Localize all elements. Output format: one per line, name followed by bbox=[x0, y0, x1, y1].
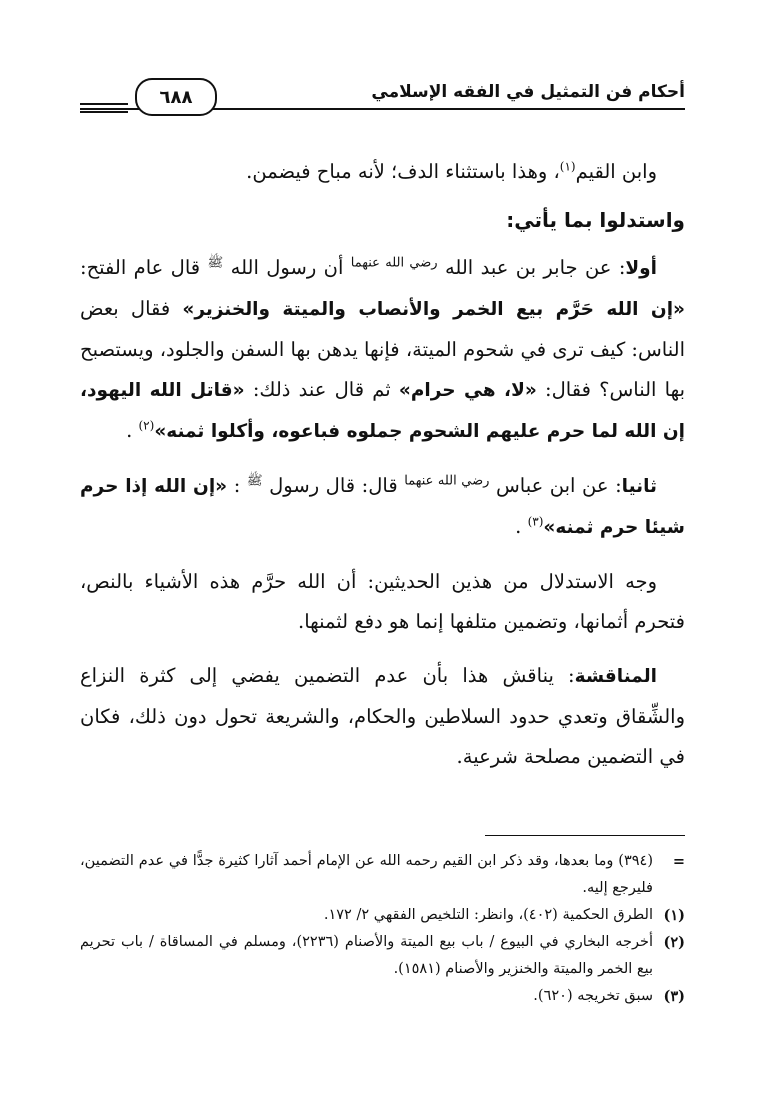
footnote-item bbox=[80, 983, 685, 1010]
footnote-item bbox=[80, 902, 685, 929]
footnote-number: (١) bbox=[663, 907, 685, 924]
main-text bbox=[80, 152, 685, 777]
footnote-ref-1: (١) bbox=[559, 159, 576, 174]
honorific-symbol: رضي الله عنهما bbox=[350, 255, 438, 271]
footnote-ref-3: (٣) bbox=[527, 514, 544, 529]
footnote-text: (٣٩٤) وما بعدها، وقد ذكر ابن القيم رحمه الله عن الإمام أحمد آثارا كثيرة جدًّا في عدم التضمين، فليرجع إليه. bbox=[80, 853, 653, 896]
label-discussion: المناقشة bbox=[574, 666, 657, 687]
label-second: ثانيا bbox=[621, 476, 657, 497]
paragraph-discussion: المناقشة: يناقش هذا بأن عدم التضمين يفضي إلى كثرة النزاع والشِّقاق وتعدي حدود السلاطين والحكام، والشريعة تحول دون ذلك، فكان في التضمين مصلحة شرعية. bbox=[80, 664, 685, 768]
hadith-quote: «لا، هي حرام» bbox=[398, 380, 537, 401]
paragraph-first-evidence: أولا: عن جابر بن عبد الله $^{رضي الله عنهما}$ أن رسول الله $^ﷺ$ قال عام الفتح: «إن الله حَرَّم بيع الخمر والأنصاب والميتة والخنزير» فقال بعض الناس: كيف ترى في شحوم الميتة، فإنها يدهن بها السفن والجلود، ويستصبح بها الناس؟ فقال: «لا، هي حرام» ثم قال عند ذلك: «قاتل الله اليهود، إن الله لما حرم عليهم الشحوم جملوه فباعوه، وأكلوا ثمنه»$^{(٢)}$ . bbox=[80, 255, 686, 442]
paragraph-second-evidence: ثانيا: عن ابن عباس $^{رضي الله عنهما}$ قال: قال رسول $^ﷺ$ : «إن الله إذا حرم شيئا حرم ثمنه»$^{(٣)}$ . bbox=[80, 473, 685, 538]
paragraph-inference: وجه الاستدلال من هذين الحديثين: أن الله حرَّم هذه الأشياء بالنص، فتحرم أثمانها، وتضمين متلفها إنما هو دفع لثمنها. bbox=[80, 570, 685, 633]
footnote-number: = bbox=[672, 853, 685, 870]
footnote-text: الطرق الحكمية (٤٠٢)، وانظر: التلخيص الفقهي ٢/ ١٧٢. bbox=[323, 907, 653, 923]
footnote-text: سبق تخريجه (٦٢٠). bbox=[533, 988, 653, 1004]
paragraph-intro: وابن القيم$^{(١)}$، وهذا باستثناء الدف؛ لأنه مباح فيضمن. bbox=[246, 159, 657, 183]
header-double-rule bbox=[80, 103, 128, 113]
book-title: أحكام فن التمثيل في الفقه الإسلامي bbox=[371, 82, 685, 102]
footnote-text: أخرجه البخاري في البيوع / باب بيع الميتة والأصنام (٢٢٣٦)، ومسلم في المساقاة / باب تحريم بيع الخمر والميتة والخنزير والأصنام (١٥٨١). bbox=[80, 934, 653, 977]
footnote-ref-2: (٢) bbox=[138, 418, 155, 433]
section-heading: واستدلوا بما يأتي: bbox=[506, 208, 685, 232]
footnote-separator bbox=[485, 835, 685, 836]
hadith-quote: «قاتل الله اليهود، إن الله لما حرم عليهم الشحوم جملوه فباعوه، وأكلوا ثمنه» bbox=[80, 380, 685, 442]
honorific-symbol: ﷺ bbox=[246, 473, 263, 489]
page-number: ٦٨٨ bbox=[135, 78, 217, 116]
hadith-quote: «إن الله حَرَّم بيع الخمر والأنصاب والميتة والخنزير» bbox=[182, 299, 685, 320]
honorific-symbol: ﷺ bbox=[207, 255, 224, 271]
hadith-quote: «إن الله إذا حرم شيئا حرم ثمنه» bbox=[80, 476, 685, 538]
footnote-number: (٢) bbox=[663, 934, 685, 951]
label-first: أولا bbox=[625, 258, 658, 279]
footnote-item bbox=[80, 929, 685, 983]
footnotes bbox=[80, 848, 685, 1010]
footnote-item bbox=[80, 848, 685, 902]
footnote-number: (٣) bbox=[663, 988, 685, 1005]
running-header bbox=[80, 78, 685, 122]
honorific-symbol: رضي الله عنهما bbox=[404, 473, 490, 489]
